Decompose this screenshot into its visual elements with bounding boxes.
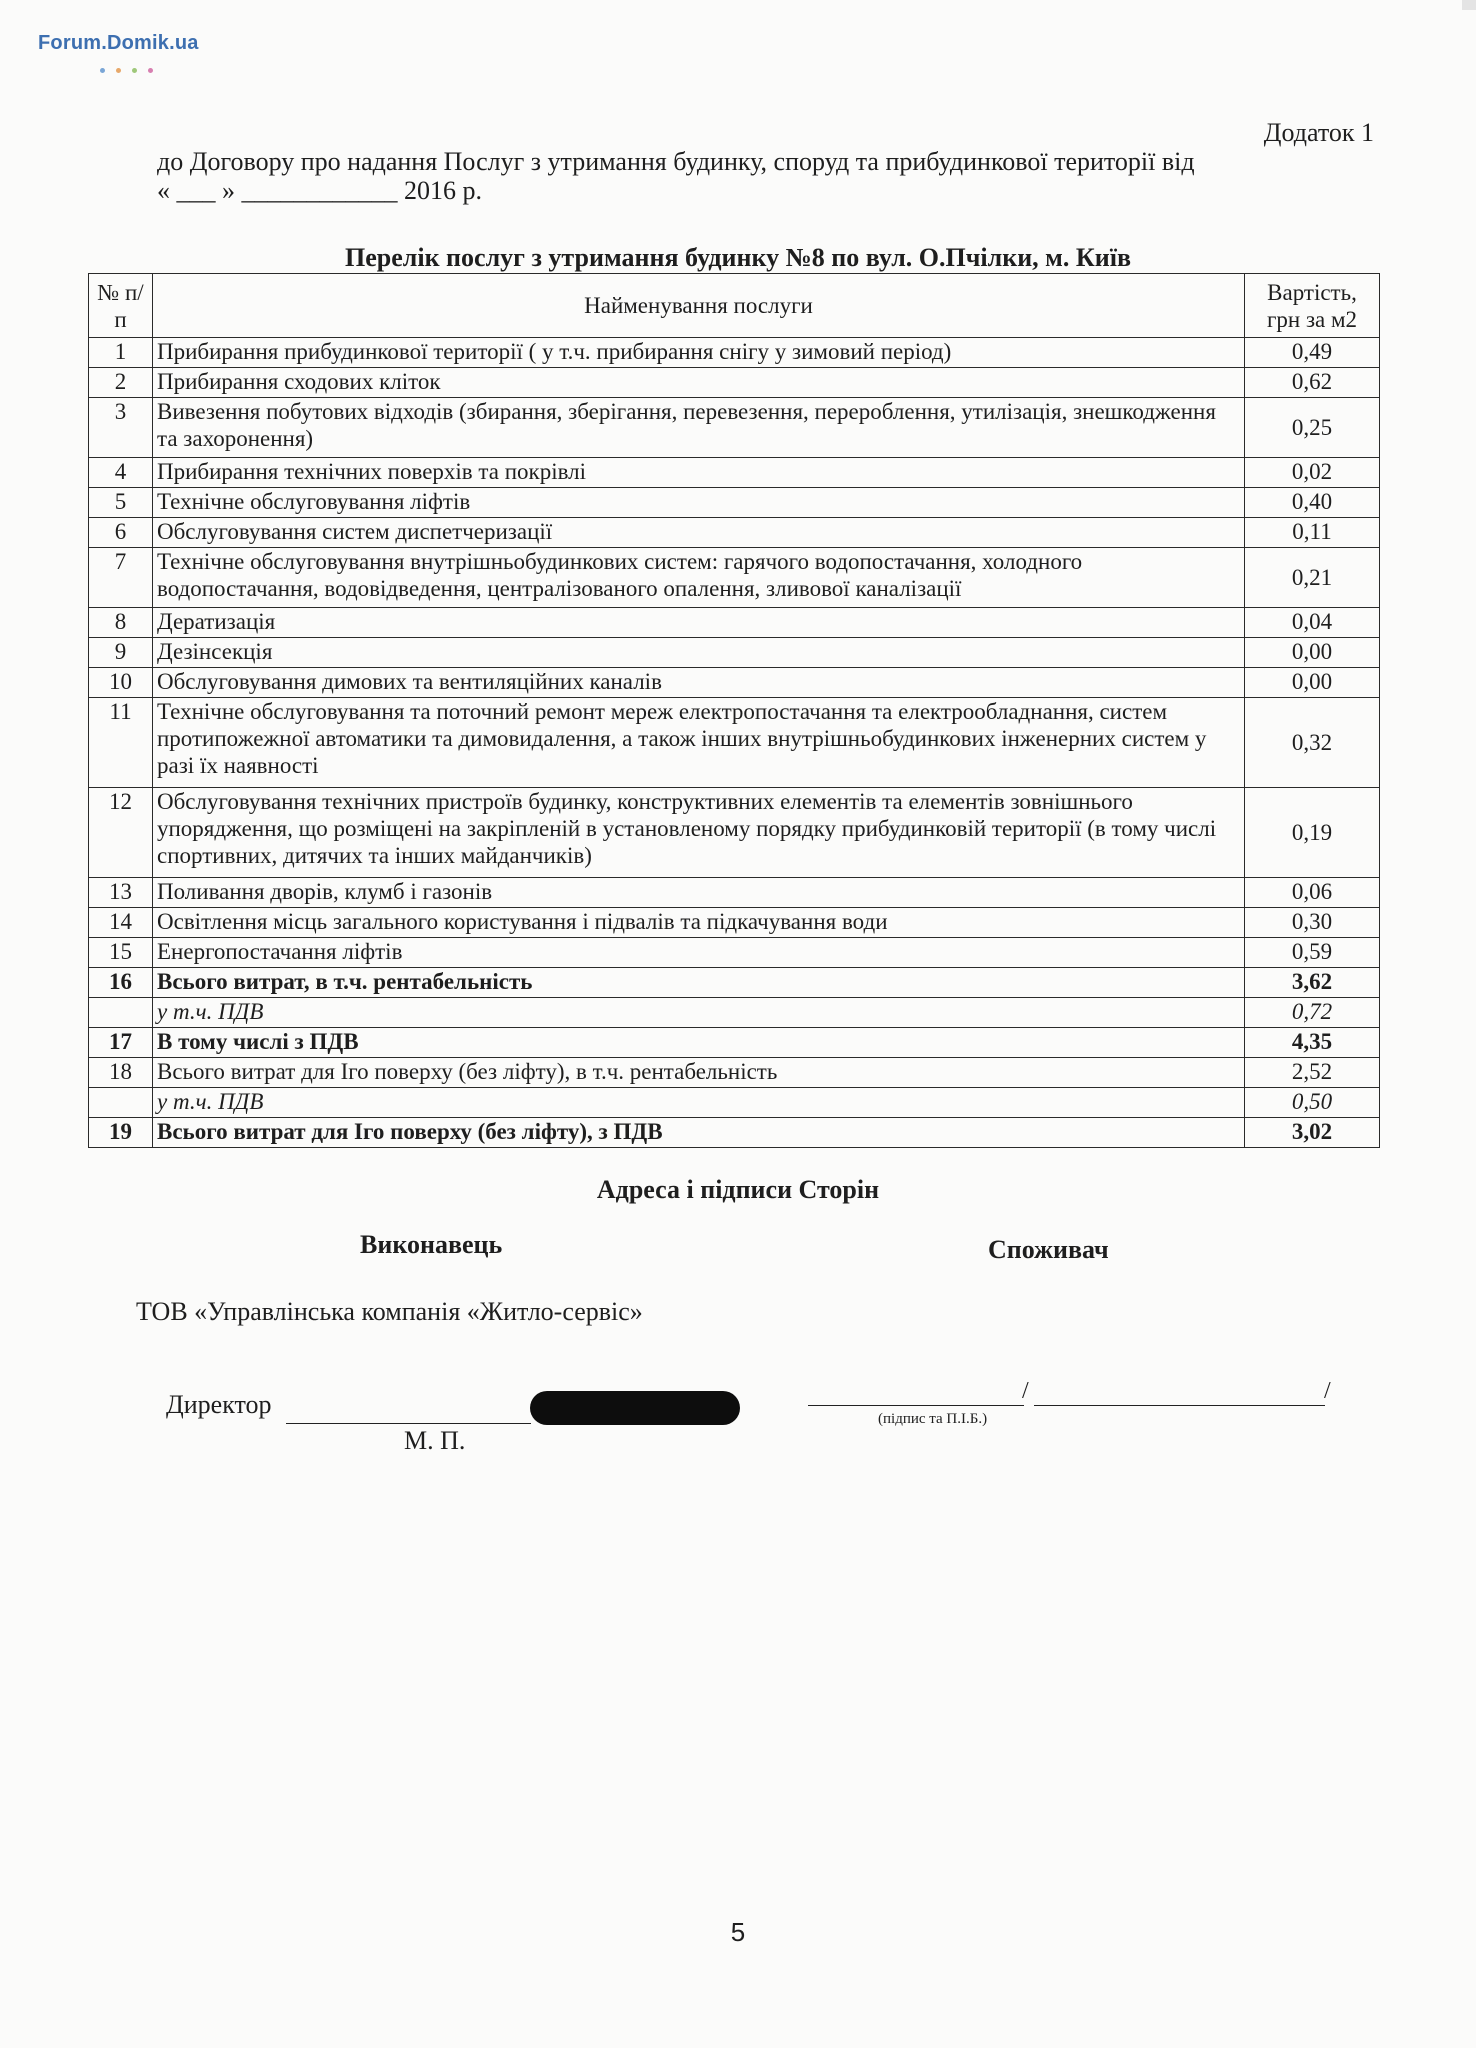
row-name: Обслуговування систем диспетчеризації: [153, 518, 1245, 548]
row-name: Енергопостачання ліфтів: [153, 938, 1245, 968]
row-name: Технічне обслуговування внутрішньобудинкових систем: гарячого водопостачання, холодного водопостачання, водовідведення, централізованого опалення, зливової каналізації: [153, 548, 1245, 608]
row-value: 0,62: [1245, 368, 1380, 398]
row-num: 10: [89, 668, 153, 698]
row-name: Освітлення місць загального користування і підвалів та підкачування води: [153, 908, 1245, 938]
stamp-label: М. П.: [404, 1426, 466, 1455]
table-row: [89, 698, 1380, 788]
table-row: [89, 1058, 1380, 1088]
row-num: 9: [89, 638, 153, 668]
row-name: Обслуговування димових та вентиляційних каналів: [153, 668, 1245, 698]
table-row: [89, 338, 1380, 368]
row-name: у т.ч. ПДВ: [153, 998, 1245, 1028]
table-row: [89, 968, 1380, 998]
table-row: [89, 1088, 1380, 1118]
row-value: 0,59: [1245, 938, 1380, 968]
row-name: В тому числі з ПДВ: [153, 1028, 1245, 1058]
row-name: Прибирання сходових кліток: [153, 368, 1245, 398]
row-name: Дезінсекція: [153, 638, 1245, 668]
watermark-dot: [116, 68, 121, 73]
contract-date: « ___ » ____________ 2016 р.: [157, 176, 482, 205]
table-row: [89, 938, 1380, 968]
row-num: 1: [89, 338, 153, 368]
table-row: [89, 998, 1380, 1028]
row-num: 7: [89, 548, 153, 608]
row-value: 0,04: [1245, 608, 1380, 638]
watermark-dot: [132, 68, 137, 73]
table-row: [89, 368, 1380, 398]
scan-edge: [1462, 0, 1476, 10]
signature-slash: /: [1324, 1378, 1331, 1404]
signatures-title: Адреса і підписи Сторін: [596, 1175, 880, 1204]
table-row: [89, 878, 1380, 908]
table-title: Перелік послуг з утримання будинку №8 по вул. О.Пчілки, м. Київ: [345, 243, 1131, 272]
services-table: [88, 273, 1380, 1148]
annex-label: Додаток 1: [1263, 118, 1374, 147]
contract-reference: до Договору про надання Послуг з утримання будинку, споруд та прибудинкової території від: [157, 147, 1195, 176]
row-name: Технічне обслуговування та поточний ремонт мереж електропостачання та електрообладнання, систем протипожежної автоматики та димовидалення, а також інших внутрішньобудинкових інженерних систем у разі їх наявності: [153, 698, 1245, 788]
row-num: 6: [89, 518, 153, 548]
row-num: 11: [89, 698, 153, 788]
table-row: [89, 788, 1380, 878]
row-num: [89, 998, 153, 1028]
row-value: 0,32: [1245, 698, 1380, 788]
table-row: [89, 398, 1380, 458]
table-row: [89, 908, 1380, 938]
director-label: Директор: [166, 1390, 272, 1419]
header-name: Найменування послуги: [153, 274, 1245, 338]
executor-label: Виконавець: [360, 1230, 503, 1259]
watermark-dot: [148, 68, 153, 73]
row-num: 19: [89, 1118, 153, 1148]
signature-slash: /: [1022, 1378, 1029, 1404]
row-num: 5: [89, 488, 153, 518]
header-value: Вартість, грн за м2: [1245, 274, 1380, 338]
page-number: 5: [730, 1917, 746, 1947]
table-row: [89, 668, 1380, 698]
row-value: 0,50: [1245, 1088, 1380, 1118]
row-num: 15: [89, 938, 153, 968]
row-name: Всього витрат для Іго поверху (без ліфту), з ПДВ: [153, 1118, 1245, 1148]
watermark-logo: Forum.Domik.ua: [38, 32, 199, 54]
row-name: Технічне обслуговування ліфтів: [153, 488, 1245, 518]
row-num: 18: [89, 1058, 153, 1088]
row-value: 0,40: [1245, 488, 1380, 518]
watermark-dot: [100, 68, 105, 73]
row-value: 0,00: [1245, 638, 1380, 668]
header-num: № п/п: [89, 274, 153, 338]
row-value: 0,00: [1245, 668, 1380, 698]
table-row: [89, 458, 1380, 488]
row-num: 4: [89, 458, 153, 488]
row-value: 3,62: [1245, 968, 1380, 998]
row-value: 0,72: [1245, 998, 1380, 1028]
row-value: 0,25: [1245, 398, 1380, 458]
table-row: [89, 608, 1380, 638]
row-value: 4,35: [1245, 1028, 1380, 1058]
row-value: 0,11: [1245, 518, 1380, 548]
row-value: 0,19: [1245, 788, 1380, 878]
watermark-dots: [100, 60, 164, 78]
row-name: Всього витрат для Іго поверху (без ліфту), в т.ч. рентабельність: [153, 1058, 1245, 1088]
row-name: Прибирання прибудинкової території ( у т.ч. прибирання снігу у зимовий період): [153, 338, 1245, 368]
row-name: Вивезення побутових відходів (збирання, зберігання, перевезення, перероблення, утилізація, знешкодження та захоронення): [153, 398, 1245, 458]
row-value: 0,02: [1245, 458, 1380, 488]
table-row: [89, 518, 1380, 548]
table-row: [89, 1028, 1380, 1058]
row-num: 12: [89, 788, 153, 878]
row-value: 2,52: [1245, 1058, 1380, 1088]
row-name: Дератизація: [153, 608, 1245, 638]
director-signature-line: [286, 1423, 531, 1424]
row-num: [89, 1088, 153, 1118]
table-row: [89, 638, 1380, 668]
row-name: Прибирання технічних поверхів та покрівлі: [153, 458, 1245, 488]
signature-note: (підпис та П.І.Б.): [878, 1411, 988, 1427]
row-value: 3,02: [1245, 1118, 1380, 1148]
row-value: 0,49: [1245, 338, 1380, 368]
row-num: 14: [89, 908, 153, 938]
row-value: 0,21: [1245, 548, 1380, 608]
row-num: 17: [89, 1028, 153, 1058]
row-num: 16: [89, 968, 153, 998]
row-num: 8: [89, 608, 153, 638]
row-name: Поливання дворів, клумб і газонів: [153, 878, 1245, 908]
redacted-name: [530, 1391, 740, 1425]
table-row: [89, 488, 1380, 518]
row-num: 2: [89, 368, 153, 398]
row-num: 3: [89, 398, 153, 458]
row-value: 0,30: [1245, 908, 1380, 938]
table-row: [89, 548, 1380, 608]
consumer-label: Споживач: [988, 1235, 1109, 1264]
row-name: Обслуговування технічних пристроїв будинку, конструктивних елементів та елементів зовнішнього упорядження, що розміщені на закріпленій в установленому порядку прибудинковій території (в тому числі спортивних, дитячих та інших майданчиків): [153, 788, 1245, 878]
table-header-row: [89, 274, 1380, 338]
company-name: ТОВ «Управлінська компанія «Житло-сервіс»: [136, 1297, 643, 1326]
row-value: 0,06: [1245, 878, 1380, 908]
table-row: [89, 1118, 1380, 1148]
consumer-signature-line: [808, 1405, 1024, 1406]
row-name: Всього витрат, в т.ч. рентабельність: [153, 968, 1245, 998]
row-num: 13: [89, 878, 153, 908]
row-name: у т.ч. ПДВ: [153, 1088, 1245, 1118]
consumer-name-line: [1034, 1405, 1325, 1406]
